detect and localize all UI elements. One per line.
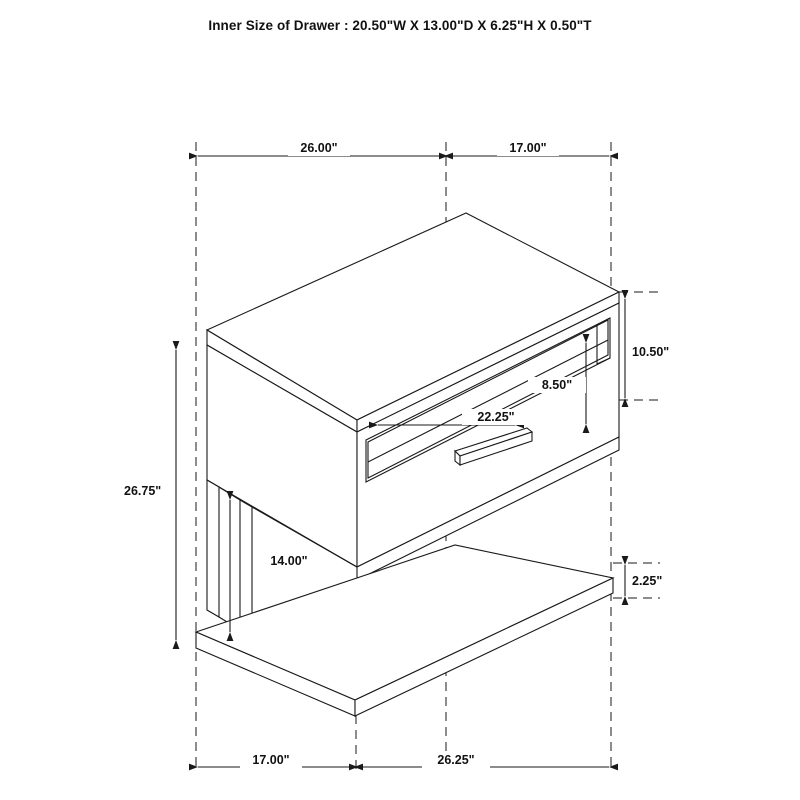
- dim-label-bottom-right: 26.25": [437, 753, 475, 767]
- dim-label-base-thickness: 2.25": [632, 574, 663, 588]
- dim-label-drawer-height: 8.50": [541, 378, 573, 392]
- dim-label-bottom-left: 17.00": [252, 753, 290, 767]
- dim-label-drawer-width: 22.25": [477, 410, 515, 424]
- dim-label-top-right: 17.00": [509, 141, 547, 155]
- dim-label-top-left: 26.00": [300, 141, 338, 155]
- page-title: Inner Size of Drawer : 20.50"W X 13.00"D X 6.25"H X 0.50"T: [208, 18, 592, 33]
- dim-label-overall-height: 26.75": [124, 484, 162, 498]
- dim-label-right-upper: 10.50": [632, 345, 670, 359]
- dim-label-shelf-clearance: 14.00": [270, 554, 308, 568]
